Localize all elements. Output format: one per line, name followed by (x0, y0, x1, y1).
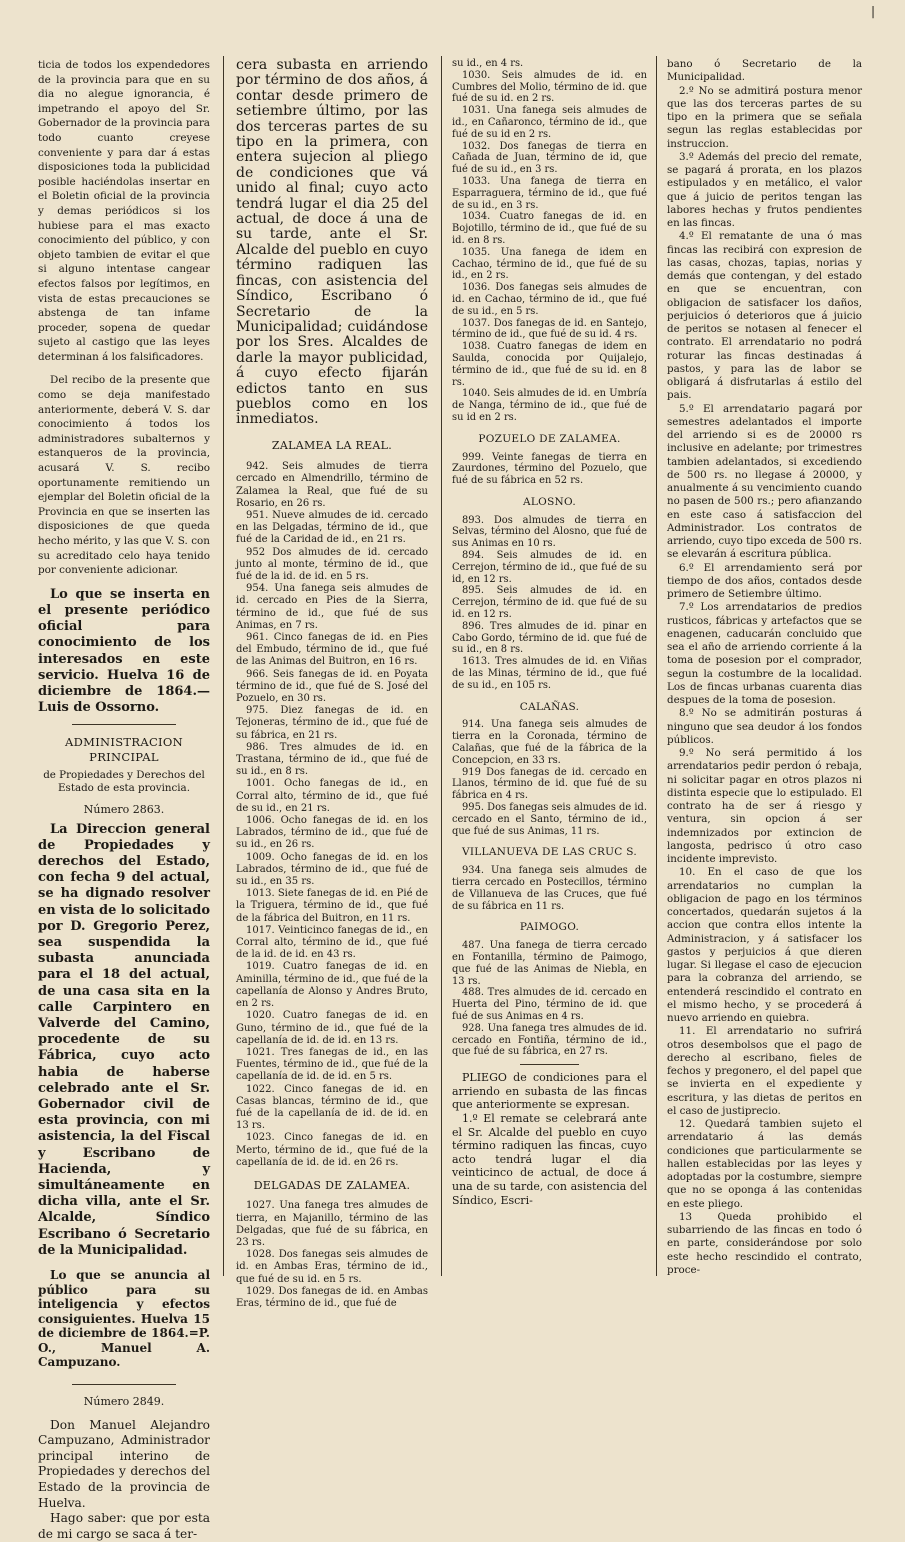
separator (72, 1384, 175, 1385)
town-heading: ZALAMEA LA REAL. (271, 438, 393, 452)
condition-paragraph: 7.º Los arrendatarios de predios rusticos, fábricas y artefactos que se enagenen, caducarán concluido que sea el año de arriendo corriente á la toma de posesion por el comprador, segun la costumbre de la localidad. Los de fincas urbanas cuarenta dias despues de la toma de posesion. (667, 601, 862, 706)
property-entry: 894. Seis almudes de id. en Cerrejon, término de id., que fué de su id, en 12 rs. (452, 550, 647, 585)
property-entry: 928. Una fanega tres almudes de id. cercado en Fontiña, término de id., que fué de su fábrica, en 27 rs. (452, 1022, 647, 1058)
hago-saber-paragraph: Hago saber: que por esta de mi cargo se saca á ter- (38, 1511, 210, 1541)
property-entry: 966. Seis fanegas de id. en Poyata término de id., que fué de S. José del Pozuelo, en 30 rs. (236, 668, 428, 705)
property-entry: 1022. Cinco fanegas de id. en Casas blancas, término de id., que fué de la capellanía de id. de id. en 13 rs. (236, 1083, 428, 1132)
property-entry: 951. Nueve almudes de id. cercado en las Delgadas, término de id., que fué de la Caridad de id., en 21 rs. (236, 509, 428, 546)
property-entry: 975. Diez fanegas de id. en Tejoneras, término de id., que fué de su fábrica, en 21 rs. (236, 705, 428, 741)
column-divider (223, 56, 224, 1276)
entries-list (452, 940, 647, 1058)
property-entry: su id., en 4 rs. (452, 58, 524, 69)
column-1 (38, 58, 210, 1541)
property-entry: 1038. Cuatro fanegas de idem en Saulda, conocida por Quijalejo, término de id., que fué de su id. en 8 rs. (452, 341, 647, 388)
condition-paragraph: 8.º No se admitirán posturas á ninguno que sea deudor á los fondos públicos. (667, 707, 862, 746)
entries-list (452, 58, 647, 424)
separator (72, 724, 175, 725)
column-2 (236, 57, 428, 1309)
entries-list (236, 1200, 428, 1310)
property-entry: 1009. Ocho fanegas de id. en los Labrados, término de id., que fué de su id., en 35 rs. (236, 851, 428, 888)
conditions-list (667, 58, 862, 1277)
property-entry: 1027. Una fanega tres almudes de tierra, en Majanillo, término de las Delgadas, que fué de su fábrica, en 23 rs. (236, 1200, 428, 1248)
condition-paragraph: 11. El arrendatario no sufrirá otros desembolsos que el pago de derecho al escribano, fieles de fechos y pregonero, el del papel que se invierta en el expediente y escritura, y las dietas de peritos en el caso de justiprecio. (667, 1025, 862, 1117)
auction-lead: cera subasta en arriendo por término de dos años, á contar desde primero de setiembre último, por las dos terceras partes de su tipo en la primera, con entera sujecion al pliego de condiciones que vá unido al final; cuyo acto tendrá lugar el dia 25 del actual, de doce á una de su tarde, ante el Sr. Alcalde del pueblo en cuyo término radiquen las fincas, con asistencia del Síndico, Escribano ó Secretario de la Municipalidad; cuidándose por los Sres. Alcaldes de darle la mayor publicidad, á cuyo efecto fijarán edictos tanto en sus pueblos como en los inmediatos. (236, 57, 428, 428)
condition-paragraph: 12. Quedará tambien sujeto el arrendatario á las demás condiciones que particularmente se hallen establecidas por las leyes y adoptadas por la costumbre, siempre que no se oponga á las contenidas en este pliego. (667, 1118, 862, 1210)
property-entry: 999. Veinte fanegas de tierra en Zaurdones, término del Pozuelo, que fué de su fábrica en 52 rs. (452, 451, 647, 487)
condition-paragraph: 4.º El rematante de una ó mas fincas las recibirá con expresion de las casas, chozas, tapias, norias y demás que contengan, y del estado en que se encuentran, con obligacion de satisfacer los daños, perjuicios ó deterioros que á juicio de peritos se notasen al fenecer el contrato. El arrendatario no podrá roturar las fincas destinadas á pastos, y para las de labor se obligará á disfrutarlas á estilo del pais. (667, 230, 862, 402)
entries-list (452, 865, 647, 912)
town-heading: ALOSNO. (523, 495, 576, 508)
property-entry: 914. Una fanega seis almudes de tierra en la Coronada, término de Calañas, que fué de la fábrica de la Concepcion, en 33 rs. (452, 719, 647, 766)
page-number: | (870, 4, 875, 18)
entries-list (236, 461, 428, 1169)
property-entry: 1037. Dos fanegas de id. en Santejo, término de id., que fué de su id. 4 rs. (452, 317, 647, 341)
condition-paragraph: 2.º No se admitirá postura menor que las dos terceras partes de su tipo en la primera que se señala segun las reglas establecidas por instruccion. (667, 84, 862, 150)
property-entry: 1020. Cuatro fanegas de id. en Guno, término de id., que fué de la capellanía de id. de id. en 13 rs. (236, 1010, 428, 1046)
property-entry: 942. Seis almudes de tierra cercado en Almendrillo, término de Zalamea la Real, que fué de su Rosario, en 26 rs. (236, 461, 428, 509)
property-entry: 1013. Siete fanegas de id. en Pié de la Triguera, término de id., que fué de la fábrica del Buitron, en 11 rs. (236, 888, 428, 924)
property-entry: 1023. Cinco fanegas de id. en Merto, término de id., que fué de la capellanía de id. de id. en 26 rs. (236, 1132, 428, 1168)
suspension-notice: La Direccion general de Propiedades y derechos del Estado, con fecha 9 del actual, se ha dignado resolver en vista de lo solicitado por D. Gregorio Perez, sea suspendida la subasta anunciada para el 18 del actual, de una casa sita en la calle Carpintero en Valverde del Camino, procedente de su Fábrica, cuyo acto habia de haberse celebrado ante el Sr. Gobernador civil de esta provincia, con mi asistencia, la del Fiscal y Escribano de Hacienda, y simultáneamente en dicha villa, ante el Sr. Alcalde, Síndico Escribano ó Secretario de la Municipalidad. (38, 821, 210, 1258)
announce-paragraph: Lo que se anuncia al público para su inteligencia y efectos consiguientes. Huelva 15 de diciembre de 1864.=P. O., Manuel A. Campuzano. (38, 1268, 210, 1370)
town-heading: POZUELO DE ZALAMEA. (478, 432, 621, 445)
property-entry: 488. Tres almudes de id. cercado en Huerta del Pino, término de id. que fué de sus Animas en 4 rs. (452, 987, 647, 1022)
condition-paragraph: 9.º No será permitido á los arrendatarios pedir perdon ó rebaja, ni solicitar pagar en otros plazos ni distinta especie que lo estipulado. El contrato ha de ser á riesgo y ventura, sin opcion á ser indemnizados por extincion de langosta, pedrisco ú otro caso incidente imprevisto. (667, 747, 862, 865)
property-entry: 893. Dos almudes de tierra en Selvas, término del Alosno, que fué de sus Animas en 10 rs. (452, 514, 647, 550)
property-entry: 1033. Una fanega de tierra en Esparraguera, término de id., que fué de su id., en 3 rs. (452, 175, 647, 211)
insert-paragraph: Lo que se inserta en el presente periódico oficial para conocimiento de los interesados en este servicio. Huelva 16 de diciembre de 1864.—Luis de Ossorno. (38, 586, 210, 716)
property-entry: 1031. Una fanega seis almudes de id., en Cañaronco, término de id., que fué de su id en 2 rs. (452, 105, 647, 140)
property-entry: 954. Una fanega seis almudes de id. cercado en Pies de la Sierra, término de id., que fué de sus Animas, en 7 rs. (236, 583, 428, 631)
condition-paragraph: 10. En el caso de que los arrendatarios no cumplan la obligacion de pago en los términos concertados, quedarán sujetos á la accion que contra ellos intente la Administracion, y á satisfacer los gastos y perjuicios á que dieren lugar. Si llegase el caso de ejecucion para la cobranza del arriendo, se entenderá rescindido el contrato en el mismo hecho, y se procederá á nuevo arriendo en quiebra. (667, 866, 862, 1024)
condition-1: 1.º El remate se celebrará ante el Sr. Alcalde del pueblo en cuyo término radiquen las fincas, cuyo acto tendrá lugar el dia veinticinco de actual, de doce á una de su tarde, con asistencia del Síndico, Escri- (452, 1111, 647, 1207)
property-entry: 1029. Dos fanegas de id. en Ambas Eras, término de id., que fué de (236, 1285, 428, 1309)
town-heading: CALAÑAS. (519, 700, 580, 713)
property-entry: 1032. Dos fanegas de tierra en Cañada de Juan, término de id, que fué de su id., en 3 rs. (452, 140, 647, 176)
property-entry: 487. Una fanega de tierra cercado en Fontanilla, término de Paimogo, que fué de las Animas de Niebla, en 13 rs. (452, 940, 647, 987)
town-heading: DELGADAS DE ZALAMEA. (253, 1178, 411, 1192)
property-entry: 1613. Tres almudes de id. en Viñas de las Minas, término de id., que fué de su id., en 105 rs. (452, 656, 647, 691)
town-heading: PAIMOGO. (519, 921, 580, 934)
condition-paragraph: 13 Queda prohibido el subarriendo de las fincas en todo ó en parte, considerándose por solo este hecho rescindido el contrato, proce- (667, 1210, 862, 1276)
notice-number: Número 2863. (83, 802, 165, 816)
property-entry: 896. Tres almudes de id. pinar en Cabo Gordo, término de id. que fué de su id., en 8 rs. (452, 620, 647, 656)
tobacco-notice-end: ticia de todos los expendedores de la provincia para que en su dia no alegue ignorancia, é impetrando el apoyo del Sr. Gobernador de la provincia para todo cuanto creyese conveniente y para dar á estas disposiciones toda la publicidad posible haciéndolas insertar en el Boletin oficial de la provincia y demas periódicos si los hubiese para el mas exacto conocimiento del público, y con objeto tambien de evitar el que si alguno intentase cangear efectos falsos por legítimos, en vista de estas precauciones se abstenga de tan infame proceder, sopena de quedar sujeto al castigo que las leyes determinan á los falsificadores. (38, 59, 210, 363)
property-entry: 952 Dos almudes de id. cercado junto al monte, término de id., que fué de la id. de id. en 5 rs. (236, 546, 428, 582)
property-entry: 1001. Ocho fanegas de id., en Corral alto, término de id., que fué de su id., en 21 rs. (236, 778, 428, 814)
property-entry: 1006. Ocho fanegas de id. en los Labrados, término de id., que fué de su id., en 26 rs. (236, 815, 428, 851)
property-entry: 895. Seis almudes de id. en Cerrejon, término de id. que fué de su id. en 12 rs. (452, 585, 647, 621)
entries-list (452, 515, 647, 692)
property-entry: 1019. Cuatro fanegas de id. en Aminilla, término de id., que fué de la capellanía de Alonso y Andres Bruto, en 2 rs. (236, 961, 428, 1010)
admin-heading: ADMINISTRACION PRINCIPAL (65, 735, 183, 764)
property-entry: 995. Dos fanegas seis almudes de id. cercado en el Santo, término de id., que fué de sus Animas, 11 rs. (452, 802, 647, 837)
separator (520, 1064, 579, 1065)
column-divider (656, 56, 657, 1276)
property-entry: 1017. Veinticinco fanegas de id., en Corral alto, término de id., que fué de la id. de id. en 43 rs. (236, 924, 428, 961)
pliego-heading: PLIEGO de condiciones para el arriendo en subasta de las fincas que anteriormente se expresan. (452, 1071, 647, 1112)
column-4 (667, 58, 862, 1276)
administrator-paragraph: Don Manuel Alejandro Campuzano, Administrador principal interino de Propiedades y derechos del Estado de la provincia de Huelva. (38, 1417, 210, 1510)
property-entry: 1040. Seis almudes de id. en Umbría de Nanga, término de id., que fué de su id en 2 rs. (452, 388, 647, 423)
property-entry: 934. Una fanega seis almudes de tierra cercado en Postecillos, término de Villanueva de las Cruces, que fué de su fábrica en 11 rs. (452, 865, 647, 912)
property-entry: 1035. Una fanega de idem en Cachao, término de id., que fué de su id., en 2 rs. (452, 246, 647, 282)
property-entry: 919 Dos fanegas de id. cercado en Llanos, término de id. que fué de su fábrica en 4 rs. (452, 766, 647, 802)
admin-subheading: de Propiedades y Derechos del Estado de esta provincia. (43, 768, 205, 794)
entries-list (452, 452, 647, 487)
entries-list (452, 719, 647, 837)
property-entry: 961. Cinco fanegas de id. en Pies del Embudo, término de id., que fué de las Animas del Buitron, en 16 rs. (236, 632, 428, 668)
notice-number: Número 2849. (83, 1394, 165, 1408)
column-3 (452, 58, 647, 1273)
property-entry: 1034. Cuatro fanegas de id. en Bojotillo, término de id., que fué de su id. en 8 rs. (452, 211, 647, 246)
town-heading: VILLANUEVA DE LAS CRUC S. (461, 846, 638, 859)
receipt-paragraph: Del recibo de la presente que como se deja manifestado anteriormente, deberá V. S. dar conocimiento á todos los administradores subalternos y estanqueros de la provincia, acusará V. S. recibo oportunamente remitiendo un ejemplar del Boletin oficial de la Provincia en que se inserten las disposiciones de que queda hecho mérito, y las que V. S. con su acreditado celo haya tenido por conveniente adicionar. (38, 374, 210, 577)
property-entry: 1030. Seis almudes de id. en Cumbres del Molio, término de id. que fué de su id. en 2 rs. (452, 69, 647, 105)
condition-paragraph: 6.º El arrendamiento será por tiempo de dos años, contados desde primero de Setiembre último. (667, 561, 862, 600)
column-divider (441, 56, 442, 1276)
property-entry: 986. Tres almudes de id. en Trastana, término de id., que fué de su id., en 8 rs. (236, 741, 428, 778)
property-entry: 1021. Tres fanegas de id., en las Fuentes, término de id., que fué de la capellanía de id. de id. en 5 rs. (236, 1046, 428, 1083)
property-entry: 1028. Dos fanegas seis almudes de id. en Ambas Eras, término de id., que fué de su id. en 5 rs. (236, 1249, 428, 1285)
condition-paragraph: 5.º El arrendatario pagará por semestres adelantados el importe del arriendo si es de 20000 rs inclusive en adelante; por trimestres tambien adelantados, si excediendo de 500 rs. no llegase á 20000, y anualmente á su vencimiento cuando no pasen de 500 rs.; pero afianzando en este caso á satisfaccion del Administrador. Los contratos de arriendo, cuyo tipo exceda de 500 rs. se elevarán á escritura pública. (667, 402, 862, 561)
condition-paragraph: bano ó Secretario de la Municipalidad. (667, 58, 862, 84)
condition-paragraph: 3.º Además del precio del remate, se pagará á prorata, en los plazos estipulados y en metálico, el valor que á juicio de peritos tengan las labores hechas y frutos pendientes en las fincas. (667, 150, 862, 229)
property-entry: 1036. Dos fanegas seis almudes de id. en Cachao, término de id., que fué de su id., en 5 rs. (452, 282, 647, 317)
